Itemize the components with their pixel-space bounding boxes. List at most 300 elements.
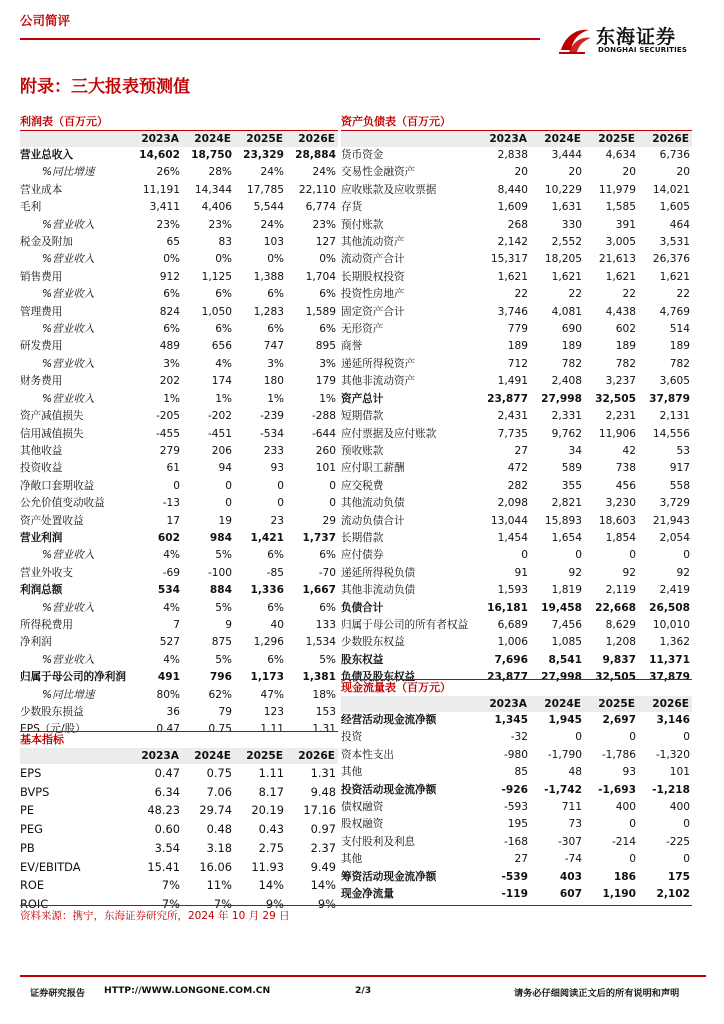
row-label: 长期借款 [341, 531, 384, 544]
cell-value: 8,629 [605, 618, 636, 631]
table-row [341, 747, 692, 764]
cell-value: 202 [159, 375, 180, 388]
row-label: 其他流动资产 [341, 236, 405, 249]
cell-value: 400 [615, 801, 636, 814]
row-label: 负债合计 [341, 601, 384, 614]
cell-value: 133 [315, 618, 336, 631]
table-row [20, 801, 338, 820]
balance-sheet-panel [341, 112, 692, 687]
cell-value: 174 [211, 375, 232, 388]
table-row [20, 617, 338, 634]
table-row [20, 495, 338, 512]
row-label: 投资性房地产 [341, 288, 405, 301]
cell-value: 15,317 [490, 253, 528, 266]
cell-value: 3,237 [605, 375, 636, 388]
cell-value: 4% [215, 357, 232, 370]
balance-col-2023: 2023A [476, 131, 530, 147]
cell-value: 6.34 [154, 784, 180, 799]
cell-value: 3,746 [497, 305, 528, 318]
cell-value: 34 [568, 444, 582, 457]
cell-value: 527 [159, 636, 180, 649]
row-label: EV/EBITDA [20, 859, 81, 874]
table-row [341, 426, 692, 443]
cell-value: 1% [215, 392, 232, 405]
row-label: 股东权益 [341, 653, 384, 666]
row-label: 投资 [341, 731, 363, 744]
row-label: 无形资产 [341, 323, 384, 336]
table-row [341, 652, 692, 669]
cell-value: 11,371 [649, 653, 690, 666]
cell-value: 403 [559, 870, 582, 883]
cell-value: 7,696 [494, 653, 528, 666]
cell-value: 27,998 [541, 392, 582, 405]
cell-value: 3,605 [659, 375, 690, 388]
row-label: 流动资产合计 [341, 253, 405, 266]
cell-value: 6% [267, 653, 284, 666]
cell-value: -539 [501, 870, 528, 883]
cell-value: -74 [564, 853, 582, 866]
table-row [20, 565, 338, 582]
cell-value: 5% [319, 653, 336, 666]
cell-value: 189 [507, 340, 528, 353]
cell-value: 22 [568, 288, 582, 301]
row-label: 支付股利及利息 [341, 835, 416, 848]
cell-value: 4% [163, 653, 180, 666]
row-label: 其他流动负债 [341, 497, 405, 510]
table-row [20, 547, 338, 564]
cell-value: 32,505 [595, 392, 636, 405]
cell-value: 1,454 [497, 531, 528, 544]
income-statement-table [20, 131, 338, 739]
cell-value: 23 [270, 514, 284, 527]
cell-value: 558 [669, 479, 690, 492]
row-label: 资本性支出 [341, 748, 394, 761]
table-row [341, 834, 692, 851]
basic-col-2023: 2023A [130, 748, 182, 764]
table-row [20, 373, 338, 390]
cell-value: 1,491 [497, 375, 528, 388]
cell-value: 6% [163, 323, 180, 336]
cell-value: 20 [568, 166, 582, 179]
cell-value: 1,621 [605, 270, 636, 283]
cell-value: 0 [521, 549, 528, 562]
cell-value: 0.60 [154, 822, 180, 837]
cell-value: 1,345 [494, 714, 528, 726]
cell-value: 3% [319, 357, 336, 370]
row-label: 营业利润 [20, 531, 63, 544]
cell-value: -593 [503, 801, 528, 814]
table-row [20, 876, 338, 895]
cell-value: 1% [267, 392, 284, 405]
table-row [20, 687, 338, 704]
table-row [20, 478, 338, 495]
table-row [341, 182, 692, 199]
row-label: 销售费用 [20, 270, 63, 283]
table-row [20, 338, 338, 355]
row-label: 预收账款 [341, 444, 384, 457]
cell-value: -1,320 [655, 748, 690, 761]
table-row [20, 356, 338, 373]
row-label: 毛利 [20, 201, 42, 214]
cell-value: 0 [683, 853, 690, 866]
cell-value: 1,737 [302, 531, 336, 544]
cell-value: 0.75 [208, 723, 232, 736]
row-label: 交易性金融资产 [341, 166, 416, 179]
cell-value: 1,421 [250, 531, 284, 544]
row-label: 净利润 [20, 636, 52, 649]
table-row [20, 269, 338, 286]
cell-value: -288 [311, 410, 336, 423]
table-row [341, 251, 692, 268]
table-row [341, 495, 692, 512]
cell-value: 8,440 [497, 183, 528, 196]
cell-value: -534 [259, 427, 284, 440]
table-row [20, 460, 338, 477]
balance-header-row [341, 131, 692, 147]
cell-value: 9% [265, 896, 284, 911]
cell-value: 5% [215, 601, 232, 614]
cashflow-col-2026: 2026E [638, 696, 692, 712]
cell-value: 23,877 [487, 671, 528, 684]
cell-value: 2,408 [551, 375, 582, 388]
row-label: ROIC [20, 896, 49, 911]
table-row [20, 858, 338, 877]
cell-value: 589 [561, 462, 582, 475]
cell-value: 9.48 [310, 784, 336, 799]
row-label: 资产减值损失 [20, 410, 84, 423]
row-label: %营业收入 [42, 323, 95, 336]
cell-value: 5% [215, 653, 232, 666]
cell-value: 472 [507, 462, 528, 475]
cell-value: 3,005 [605, 236, 636, 249]
table-row [20, 530, 338, 547]
cell-value: 2,331 [551, 410, 582, 423]
cell-value: -205 [155, 410, 180, 423]
cell-value: 0 [629, 549, 636, 562]
row-label: ROE [20, 878, 45, 893]
row-label: 投资活动现金流净额 [341, 783, 437, 796]
cell-value: 464 [669, 218, 690, 231]
footer-disclaimer: 请务必仔细阅读正文后的所有说明和声明 [514, 988, 680, 999]
cell-value: 1,336 [250, 584, 284, 597]
table-row [20, 199, 338, 216]
cash-flow-table [341, 696, 692, 903]
cell-value: 489 [159, 340, 180, 353]
row-label: 经营活动现金流净额 [341, 714, 437, 726]
table-row [341, 199, 692, 216]
cell-value: 24% [312, 166, 336, 179]
row-label: PB [20, 840, 35, 855]
logo-english-name: DONGHAI SECURITIES [598, 46, 688, 54]
cell-value: 189 [615, 340, 636, 353]
cell-value: 491 [157, 671, 180, 684]
cell-value: 61 [166, 462, 180, 475]
row-label: PE [20, 803, 35, 818]
row-label: 应付债券 [341, 549, 384, 562]
cell-value: 186 [613, 870, 636, 883]
cell-value: 779 [507, 323, 528, 336]
cell-value: 782 [561, 357, 582, 370]
cell-value: 4,406 [201, 201, 232, 214]
cell-value: 7 [173, 618, 180, 631]
cell-value: 1,085 [551, 636, 582, 649]
cell-value: 0.75 [206, 766, 232, 780]
cell-value: -1,218 [652, 783, 690, 796]
row-label: 固定资产合计 [341, 305, 405, 318]
cell-value: -119 [501, 888, 528, 901]
table-row [20, 234, 338, 251]
cell-value: 1,173 [250, 671, 284, 684]
income-col-2024: 2024E [182, 131, 234, 147]
table-row [20, 652, 338, 669]
row-label: 存货 [341, 201, 363, 214]
cell-value: -225 [665, 835, 690, 848]
cell-value: 2,838 [497, 149, 528, 161]
table-row [20, 582, 338, 599]
cell-value: -202 [207, 410, 232, 423]
cell-value: 0 [277, 479, 284, 492]
table-row [20, 164, 338, 181]
cell-value: 123 [263, 706, 284, 718]
table-row [341, 530, 692, 547]
cell-value: 23,877 [487, 392, 528, 405]
cell-value: 23,329 [243, 149, 284, 161]
company-logo [555, 18, 705, 58]
cell-value: 1,854 [605, 531, 636, 544]
cell-value: 712 [507, 357, 528, 370]
cell-value: 2,098 [497, 497, 528, 510]
row-label: 筹资活动现金流净额 [341, 870, 437, 883]
cell-value: -980 [503, 748, 528, 761]
cash-flow-title: 现金流量表（百万元） [341, 681, 451, 694]
table-row [341, 816, 692, 833]
cell-value: 0.43 [258, 822, 284, 837]
table-row [20, 513, 338, 530]
cashflow-col-2024: 2024E [530, 696, 584, 712]
cell-value: 912 [159, 270, 180, 283]
cell-value: 4,634 [605, 149, 636, 161]
table-row [20, 820, 338, 839]
cell-value: 22,668 [595, 601, 636, 614]
row-label: %营业收入 [42, 218, 95, 231]
cell-value: -168 [503, 835, 528, 848]
row-label: 其他非流动负债 [341, 584, 416, 597]
row-label: %同比增速 [42, 688, 95, 701]
row-label: %同比增速 [42, 166, 95, 179]
row-label: %营业收入 [42, 601, 95, 614]
cell-value: 13,044 [490, 514, 528, 527]
basic-col-2024: 2024E [182, 748, 234, 764]
cell-value: 0 [329, 479, 336, 492]
row-label: 资产总计 [341, 392, 384, 405]
table-row [20, 634, 338, 651]
cell-value: 0% [267, 253, 284, 266]
cell-value: 6,689 [497, 618, 528, 631]
cell-value: 1,621 [659, 270, 690, 283]
cell-value: 7,735 [497, 427, 528, 440]
cell-value: 1,585 [605, 201, 636, 214]
cell-value: 179 [315, 375, 336, 388]
cell-value: 6% [267, 549, 284, 562]
cell-value: 796 [209, 671, 232, 684]
cell-value: 1,819 [551, 584, 582, 597]
cell-value: 6% [319, 601, 336, 614]
table-row [341, 443, 692, 460]
cell-value: 21,943 [652, 514, 690, 527]
cell-value: 92 [622, 566, 636, 579]
cell-value: 20.19 [251, 803, 284, 818]
cell-value: 884 [209, 584, 232, 597]
table-row [341, 600, 692, 617]
cell-value: 0 [329, 497, 336, 510]
basic-col-label [20, 748, 130, 764]
cell-value: 782 [669, 357, 690, 370]
cell-value: 47% [260, 688, 284, 701]
cell-value: -69 [162, 566, 180, 579]
cell-value: 11,906 [598, 427, 636, 440]
basic-indicators-title: 基本指标 [20, 733, 64, 746]
cell-value: 22 [514, 288, 528, 301]
cell-value: 6% [319, 549, 336, 562]
cell-value: 895 [315, 340, 336, 353]
cell-value: 18,205 [544, 253, 582, 266]
table-row [20, 600, 338, 617]
cell-value: 153 [315, 706, 336, 718]
row-label: PEG [20, 822, 43, 837]
balance-sheet-table [341, 131, 692, 687]
cell-value: 20 [514, 166, 528, 179]
balance-col-2025: 2025E [584, 131, 638, 147]
row-label: 应交税费 [341, 479, 384, 492]
cell-value: 23% [156, 218, 180, 231]
cell-value: 9% [317, 896, 336, 911]
table-row [341, 851, 692, 868]
row-label: 短期借款 [341, 410, 384, 423]
cell-value: 180 [263, 375, 284, 388]
cell-value: 18,750 [191, 149, 232, 161]
cell-value: 7,456 [551, 618, 582, 631]
cell-value: 0 [277, 497, 284, 510]
table-row [20, 839, 338, 858]
cell-value: -1,786 [601, 748, 636, 761]
cell-value: 175 [667, 870, 690, 883]
cell-value: 607 [559, 888, 582, 901]
cell-value: 26% [156, 166, 180, 179]
cell-value: 2,102 [656, 888, 690, 901]
footer-page-number: 2/3 [355, 985, 372, 996]
cell-value: 1,593 [497, 584, 528, 597]
cell-value: 456 [615, 479, 636, 492]
cell-value: -85 [266, 566, 284, 579]
table-row [20, 286, 338, 303]
table-row [341, 712, 692, 729]
table-row [341, 634, 692, 651]
cell-value: 1,050 [201, 305, 232, 318]
footer-report-label: 证券研究报告 [30, 988, 86, 999]
table-row [341, 782, 692, 799]
income-col-2026: 2026E [286, 131, 338, 147]
cell-value: 3% [267, 357, 284, 370]
table-row [20, 391, 338, 408]
cash-flow-panel [341, 679, 692, 903]
cell-value: 3,230 [605, 497, 636, 510]
footer-website-link[interactable]: HTTP://WWW.LONGONE.COM.CN [104, 985, 271, 996]
cell-value: 0 [225, 497, 232, 510]
cell-value: 2.37 [310, 840, 336, 855]
cell-value: 62% [208, 688, 232, 701]
row-label: %营业收入 [42, 653, 95, 666]
cell-value: 26,376 [652, 253, 690, 266]
cell-value: 91 [514, 566, 528, 579]
row-label: 应付票据及应付账款 [341, 427, 437, 440]
cell-value: 42 [622, 444, 636, 457]
row-label: 公允价值变动收益 [20, 497, 105, 510]
cell-value: 7% [161, 896, 180, 911]
cell-value: 18% [312, 688, 336, 701]
cell-value: 11% [206, 878, 232, 893]
cell-value: 101 [315, 462, 336, 475]
cell-value: 92 [568, 566, 582, 579]
table-row [341, 869, 692, 886]
cell-value: 127 [315, 236, 336, 249]
cashflow-col-2025: 2025E [584, 696, 638, 712]
cashflow-body [341, 712, 692, 903]
cell-value: 14% [258, 878, 284, 893]
row-label: 商誉 [341, 340, 363, 353]
cell-value: 984 [209, 531, 232, 544]
row-label: 股权融资 [341, 818, 384, 831]
cell-value: 1% [163, 392, 180, 405]
row-label: 财务费用 [20, 375, 63, 388]
row-label: %营业收入 [42, 392, 95, 405]
cell-value: 0% [163, 253, 180, 266]
cell-value: 27 [514, 444, 528, 457]
cell-value: 268 [507, 218, 528, 231]
cell-value: 23% [312, 218, 336, 231]
cell-value: 1.31 [310, 766, 336, 780]
cell-value: 400 [669, 801, 690, 814]
cell-value: 534 [157, 584, 180, 597]
income-col-2023: 2023A [130, 131, 182, 147]
cell-value: 6% [267, 601, 284, 614]
row-label: %营业收入 [42, 357, 95, 370]
cell-value: 1,631 [551, 201, 582, 214]
income-col-label [20, 131, 130, 147]
cell-value: 9,837 [602, 653, 636, 666]
cell-value: 1,621 [551, 270, 582, 283]
row-label: 归属于母公司的净利润 [20, 671, 126, 684]
cell-value: 189 [669, 340, 690, 353]
cell-value: 6% [267, 323, 284, 336]
row-label: 债权融资 [341, 801, 384, 814]
cell-value: -100 [207, 566, 232, 579]
cell-value: 1.11 [258, 766, 284, 780]
cell-value: 40 [270, 618, 284, 631]
row-label: 递延所得税资产 [341, 357, 416, 370]
cell-value: 206 [211, 444, 232, 457]
cell-value: 48 [568, 766, 582, 779]
cell-value: 80% [156, 688, 180, 701]
row-label: EPS [20, 766, 42, 780]
cell-value: 1,667 [302, 584, 336, 597]
cell-value: 1,621 [497, 270, 528, 283]
cell-value: -455 [155, 427, 180, 440]
table-row [341, 582, 692, 599]
cell-value: 2,131 [659, 410, 690, 423]
cell-value: 3,729 [659, 497, 690, 510]
cell-value: 8.17 [258, 784, 284, 799]
cell-value: 93 [270, 462, 284, 475]
